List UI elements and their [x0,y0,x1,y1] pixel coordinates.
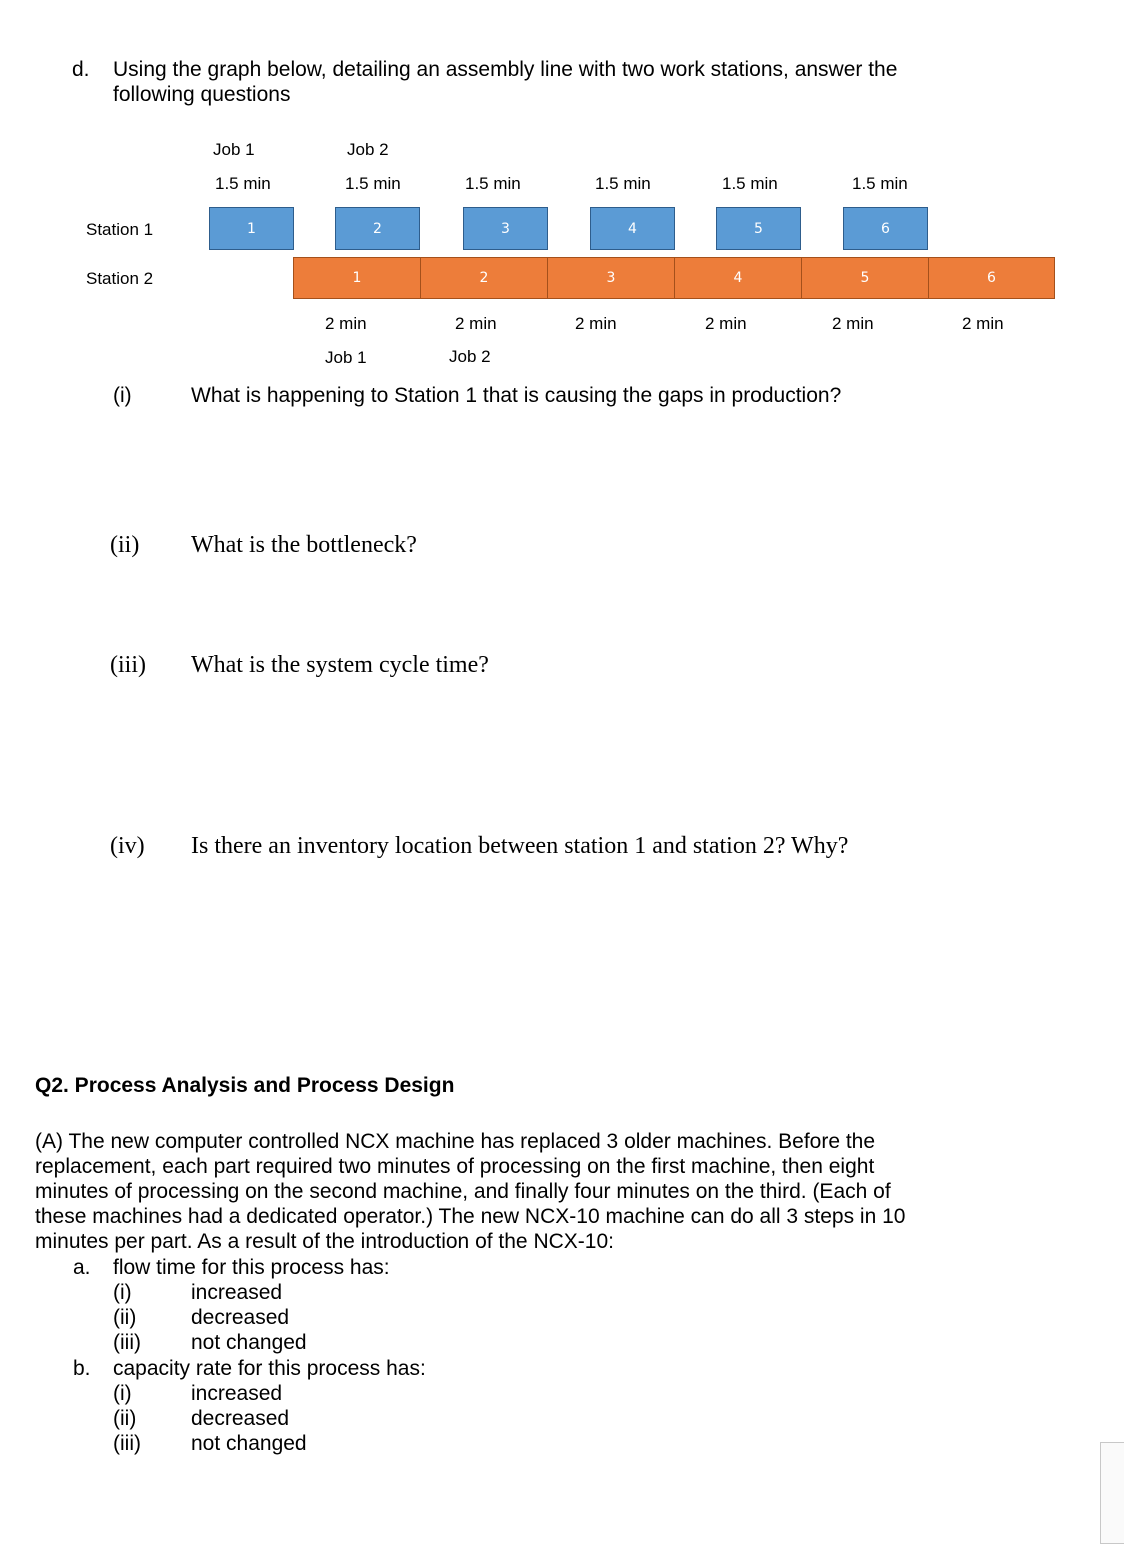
station1-time-label: 1.5 min [465,174,521,193]
q2-paragraph-line: (A) The new computer controlled NCX machine has replaced 3 older machines. Before the [35,1130,876,1153]
station1-time-label: 1.5 min [852,174,908,193]
station1-job-box [843,207,928,250]
q2-option-number: (iii) [113,1432,141,1455]
q2-option-text: decreased [191,1306,290,1329]
page-corner-thumbnail [1100,1442,1124,1544]
station2-time-label: 2 min [962,314,1004,333]
station2-job-box [547,257,675,299]
station2-time-label: 2 min [325,314,367,333]
station2-job-number: 6 [987,270,996,286]
station1-job-box [335,207,420,250]
station1-job-number: 1 [247,220,256,237]
q2-option-number: (i) [113,1382,132,1405]
q2-option-number: (ii) [113,1306,137,1329]
q2-item-text: flow time for this process has: [113,1256,390,1279]
q2-paragraph-line: minutes of processing on the second machine, and finally four minutes on the third. (Each of [35,1180,891,1203]
station1-job-number: 3 [501,220,510,237]
q2-item-letter: a. [73,1256,91,1279]
part-d-letter: d. [72,58,90,81]
station1-job-number: 2 [373,220,382,237]
station1-job-number: 4 [628,220,637,237]
q2-option-text: decreased [191,1407,290,1430]
top-job-label: Job 2 [347,140,389,159]
station2-job-box [801,257,929,299]
station1-job-box [463,207,548,250]
question-d-number: (ii) [110,532,140,558]
question-d-text: What is happening to Station 1 that is causing the gaps in production? [191,384,842,407]
station2-job-box [420,257,548,299]
station1-time-label: 1.5 min [722,174,778,193]
q2-option-number: (i) [113,1281,132,1304]
station2-job-box [293,257,421,299]
station-2-label: Station 2 [86,269,154,288]
station1-job-box [590,207,675,250]
q2-option-number: (ii) [113,1407,137,1430]
q2-paragraph-line: minutes per part. As a result of the introduction of the NCX-10: [35,1230,614,1253]
station2-job-number: 5 [860,270,870,286]
station1-time-label: 1.5 min [215,174,271,193]
question-d-text: What is the bottleneck? [191,532,417,558]
question-d-number: (iv) [110,833,145,859]
bottom-job-label: Job 1 [325,348,367,367]
top-job-label: Job 1 [213,140,255,159]
station2-job-number: 4 [733,270,743,286]
station1-time-label: 1.5 min [595,174,651,193]
q2-paragraph-line: these machines had a dedicated operator.) The new NCX-10 machine can do all 3 steps in 10 [35,1205,906,1228]
q2-option-text: not changed [191,1331,307,1354]
question-d-text: Is there an inventory location between station 1 and station 2? Why? [191,833,849,859]
station-1-label: Station 1 [86,220,154,239]
q2-item-letter: b. [73,1357,91,1380]
station2-time-label: 2 min [575,314,617,333]
station1-time-label: 1.5 min [345,174,401,193]
station2-time-label: 2 min [705,314,747,333]
bottom-job-label: Job 2 [449,347,491,366]
part-d-intro-line-2: following questions [113,83,291,106]
station2-time-label: 2 min [455,314,497,333]
station1-job-number: 5 [754,220,763,237]
station1-job-number: 6 [881,220,890,237]
question-d-number: (iii) [110,652,146,678]
station2-job-number: 3 [606,270,616,286]
q2-option-text: increased [191,1382,283,1405]
station2-job-box [674,257,802,299]
station2-job-number: 2 [479,270,489,286]
part-d-intro-line-1: Using the graph below, detailing an assembly line with two work stations, answer the [113,58,898,81]
q2-title: Q2. Process Analysis and Process Design [35,1074,455,1097]
station2-job-number: 1 [352,270,362,286]
question-d-number: (i) [113,384,132,407]
station2-time-label: 2 min [832,314,874,333]
q2-option-text: increased [191,1281,283,1304]
q2-option-number: (iii) [113,1331,141,1354]
q2-item-text: capacity rate for this process has: [113,1357,426,1380]
station1-job-box [716,207,801,250]
station2-job-box [928,257,1055,299]
question-d-text: What is the system cycle time? [191,652,489,678]
station1-job-box [209,207,294,250]
q2-option-text: not changed [191,1432,307,1455]
q2-paragraph-line: replacement, each part required two minutes of processing on the first machine, then eight [35,1155,875,1178]
